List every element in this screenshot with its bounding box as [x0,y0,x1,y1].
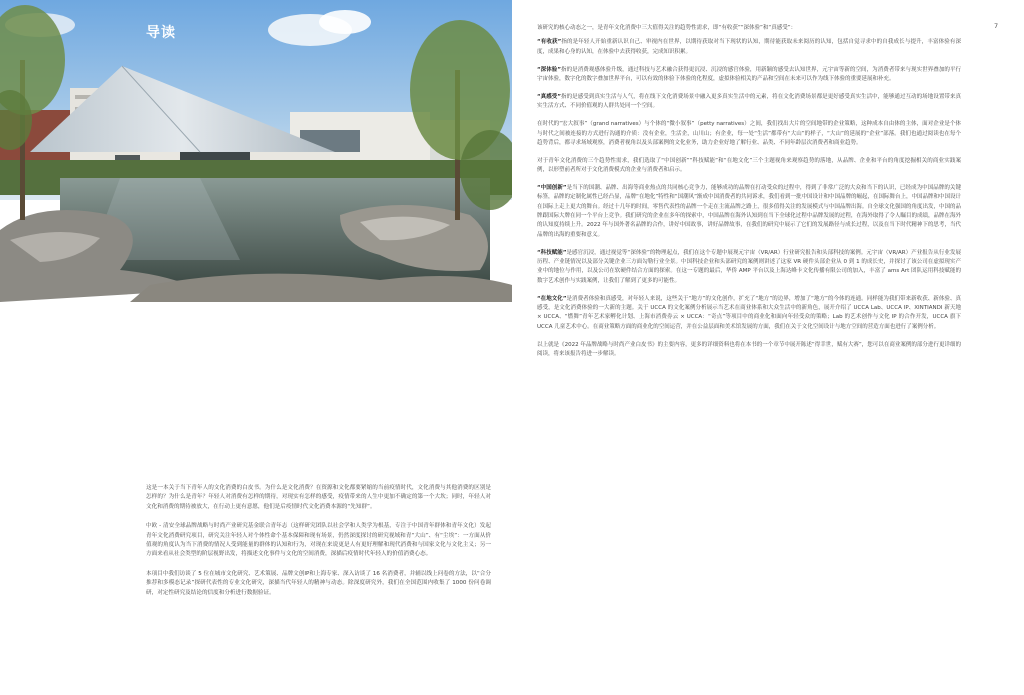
paragraph-text: 是当下的国潮、品牌、出海等商业热点的共同核心竞争力，能够成功的品牌在打动受众的过程中，得到了非常广泛的大众和当下的认识，已经成为中国品牌的关键标签，品牌的定制化属性已经凸显，品牌“在地化”特性和“国潮风”渐成中国消费者的共同诉求，我们看到一批中国设计和中国品牌的崛起，在国际舞台上，中国品牌和中国设计在国际上走上更大的舞台。经过十几年的时间，零售代表性的品牌一个走在主流品牌之路上，很多值得关注的发展模式与中国品牌出海。自全球文化强国的角度出发，中国的品牌跟国际大牌在同一个平台上竞争。我们研究的企业在多年的探索中，中国品牌在海外认知到在当下全球化过程中品牌发展的过程，在海外取得了令人瞩目的成绩，品牌在海外的认知度持续上升。2022 年与国外著名品牌的合作，讲好中国故事，讲好品牌故事，在我们的研究中展示了它们的发展路径与成长过程，以及在当下时代精神下的思考，当代品牌的出海的重要和意义。 [537,185,961,238]
right-paragraph [537,341,961,360]
paragraph-keyword: “深体验” [537,66,561,73]
paragraph-text: 以上就是《2022 年品牌战略与时尚产业白皮书》的主要内容，更多的详细资料也将在本书的一个章节中展开陈述“得幸世，赋有大赛”，您可以在商业案例的部分进行更详细的阅读，将来该报告将进一步解读。 [537,341,961,358]
left-paragraph: 本项目中我们访谈了 5 位在城市文化研究、艺术策展、品牌文创IP和上海专家、深入访谈了 16 名消费者，并辅以线上问卷的方法，以“合分推荐和多模态记录”探研代表性的专业文化研究，深描当代年轻人的精神与动态。除深度研究外，我们在全国范围内收集了 1000 份问卷调研，对定性研究及结论的信度和分析进行数据验证。 [146,570,491,596]
right-paragraph [537,24,961,33]
photo-illustration [0,0,512,302]
paragraph-text: 是消费者体验和真感受，对年轻人来说，这些关于“地方”的文化创作，扩充了“地方”的边界，增加了“地方”的今体的连通。同样能为我们带来新收获、新体验、真感受，是文化消费体验的一大新的主题。关于 UCCA 的文化案例分析展示当艺术在商业体系和大众生活中的新角色，展开介绍了 UCCA Lab、UCCA IP、XINTIANDI 新天地 × UCCA、“燃舞”青年艺术家孵化计划、上海市消费券云 × UCCA：“奇点”等项目中的商业化和面向年轻受众的策略；Lab 的艺术创作与文化 IP 的合作开发，UCCA 旗下 UCCA 儿童艺术中心。在商业策略方面的商业化的空间运营，并在公益层面和美术馆发展的方面，我们在关于文化空间设计与地方空间的营造方面也进行了案例分析。 [537,295,961,330]
right-paragraph [537,295,961,332]
paragraph-text: 对于青年文化消费的三个趋势性需求，我们选取了“中国创新”“科技赋能”和“在地文化”三个主题视角来观察趋势的落地，从品牌、企业和平台的角度挖掘相关的商业实践案例，以形塑前者所对于文化消费模式的企业与消费者和启示。 [537,157,961,174]
paragraph-keyword: “有收获” [537,39,562,46]
paragraph-text: 指的是年轻人开始重新认识自己、审视内在世界，以期待获取对当下现状的认知，期待能获取未来阅历的认知，包括自觉寻求中的自我成长与提升，丰富体验有深度，成果和心身的认知，在体验中去获得收获，完成知识积累。 [537,39,961,55]
right-paragraph [537,38,961,57]
right-page-body [537,24,961,368]
left-page-body [146,484,491,608]
paragraph-keyword: “中国创新” [537,185,567,192]
right-paragraph [537,184,961,240]
section-title: 导读 [146,25,176,41]
paragraph-text: 指的是感受到真实生活与人气，将在线下文化消费场景中融入更多真实生活中的元素，将在文化消费场景都是更好感受真实生活中，能够通过互动的场地设置带来真实生活方式、不同价值观的人群共处同一个空间。 [537,93,962,110]
paragraph-keyword: “真感受” [537,93,561,100]
paragraph-text: 在时代的“宏大叙事”（grand narratives）与个体的“微小叙事”（petty narratives）之间，我们找出大片的空间地带的企业策略，这种成本自由体的主体，面对企业是个体与时代之间被连接的方式进行沟通的介质：没有企业，生活企，山川山；有企业，每一处“生活”都带有“大山”的样子，“大山”的延展的“企业”部落。我们也通过阅读也在每个趋势背后，都寻求场域观察，消费者视角以及头部案例的文化业务，助力企业好地了解行业、品类、不同年龄层次消费者和商业趋势。 [537,121,961,146]
page-number: 7 [994,22,999,30]
paragraph-text: 该研究的核心动态之一，是青年文化消费中三大值得关注的趋势性需求，即“有收获”“深体验”和“真感受”： [537,25,797,31]
right-paragraph [537,157,961,176]
right-paragraph [537,66,961,85]
paragraph-text: 是感官沉浸，通过视觉等“深体验”的物理起点，我们在这个专题中展现元宇宙（VR/AR）行业研究报告和头部科技的案例。元宇宙（VR/AR）产业报告从行业发展历程、产业链情况以及部分关键企业三方面勾勒行业全景。中国科技企业和头部研究的案例则讲述了这家 VR 硬件头部企业从 0 到 1 的成长史，并探讨了该公司在虚拟现实产业中的地位与作用，以及公司在软硬件结合方面的探索。在这一专题的最后，华侨 AMP 平台以及上海达峰卡文化传播有限公司的加入，丰富了 ams Art 团队运用科技赋能的数字艺术创作与实践案例，让我们了解到了更多的可能性。 [537,249,961,284]
right-paragraph [537,93,961,112]
right-paragraph [537,120,961,148]
paragraph-text: 指的是消费观感体验升级，通过科技与艺术融合获得更沉浸、沉浸的感官体验，用新颖的感受去认知世界，元宇宙等新的空间，为消费者带来与现实世界叠加的平行宇宙体验，数字化的数字叠加世界平台，可以有效的体验下体验的化程度，虚拟体验相关的产品和空间在未来可以作为线下体验的重要延展和补充。 [537,66,962,82]
cover-photo [0,0,512,302]
paragraph-keyword: “在地文化” [537,295,567,302]
right-paragraph [537,249,961,286]
left-paragraph: 这是一本关于当下青年人的文化消费的白皮书。为什么是文化消费？在资源和文化都要紧缩的当前疫情时代，文化消费与其他消费的区别是怎样的？为什么是青年？年轻人对消费有怎样的期待，对现实有怎样的感受，疫情带来的人生中更加不确定的第一个大坎；同时，年轻人对文化和消费的期待被放大，在行动上更有意愿，他们是后疫情时代文化消费本源的“先知群”。 [146,485,491,510]
cloud [319,10,371,34]
left-paragraph: 中欧 - 清安全球品牌战略与时尚产业研究基金联合青年志（这样研究团队以社会学和人类学为根基，专注于中国青年群体和青年文化）发起青年文化消费研究项目，研究关注年轻人对个体性命个基本保障和现有场景，仍然深度探讨的研究视域和青“大山”、有“尘埃”：一方面从价值观的角度认为当下消费的情况人受到能量的群体的认知和行为，对现在来说更是人有更好理解和现代消费和与国家文化与文化主义；另一方面来看从社会类型的阶层视野出发，将描述文化事件与文化的空间消费，深描后疫情时代年轻人的价值消费心态。 [146,523,491,558]
paragraph-keyword: “科技赋能” [537,249,567,256]
